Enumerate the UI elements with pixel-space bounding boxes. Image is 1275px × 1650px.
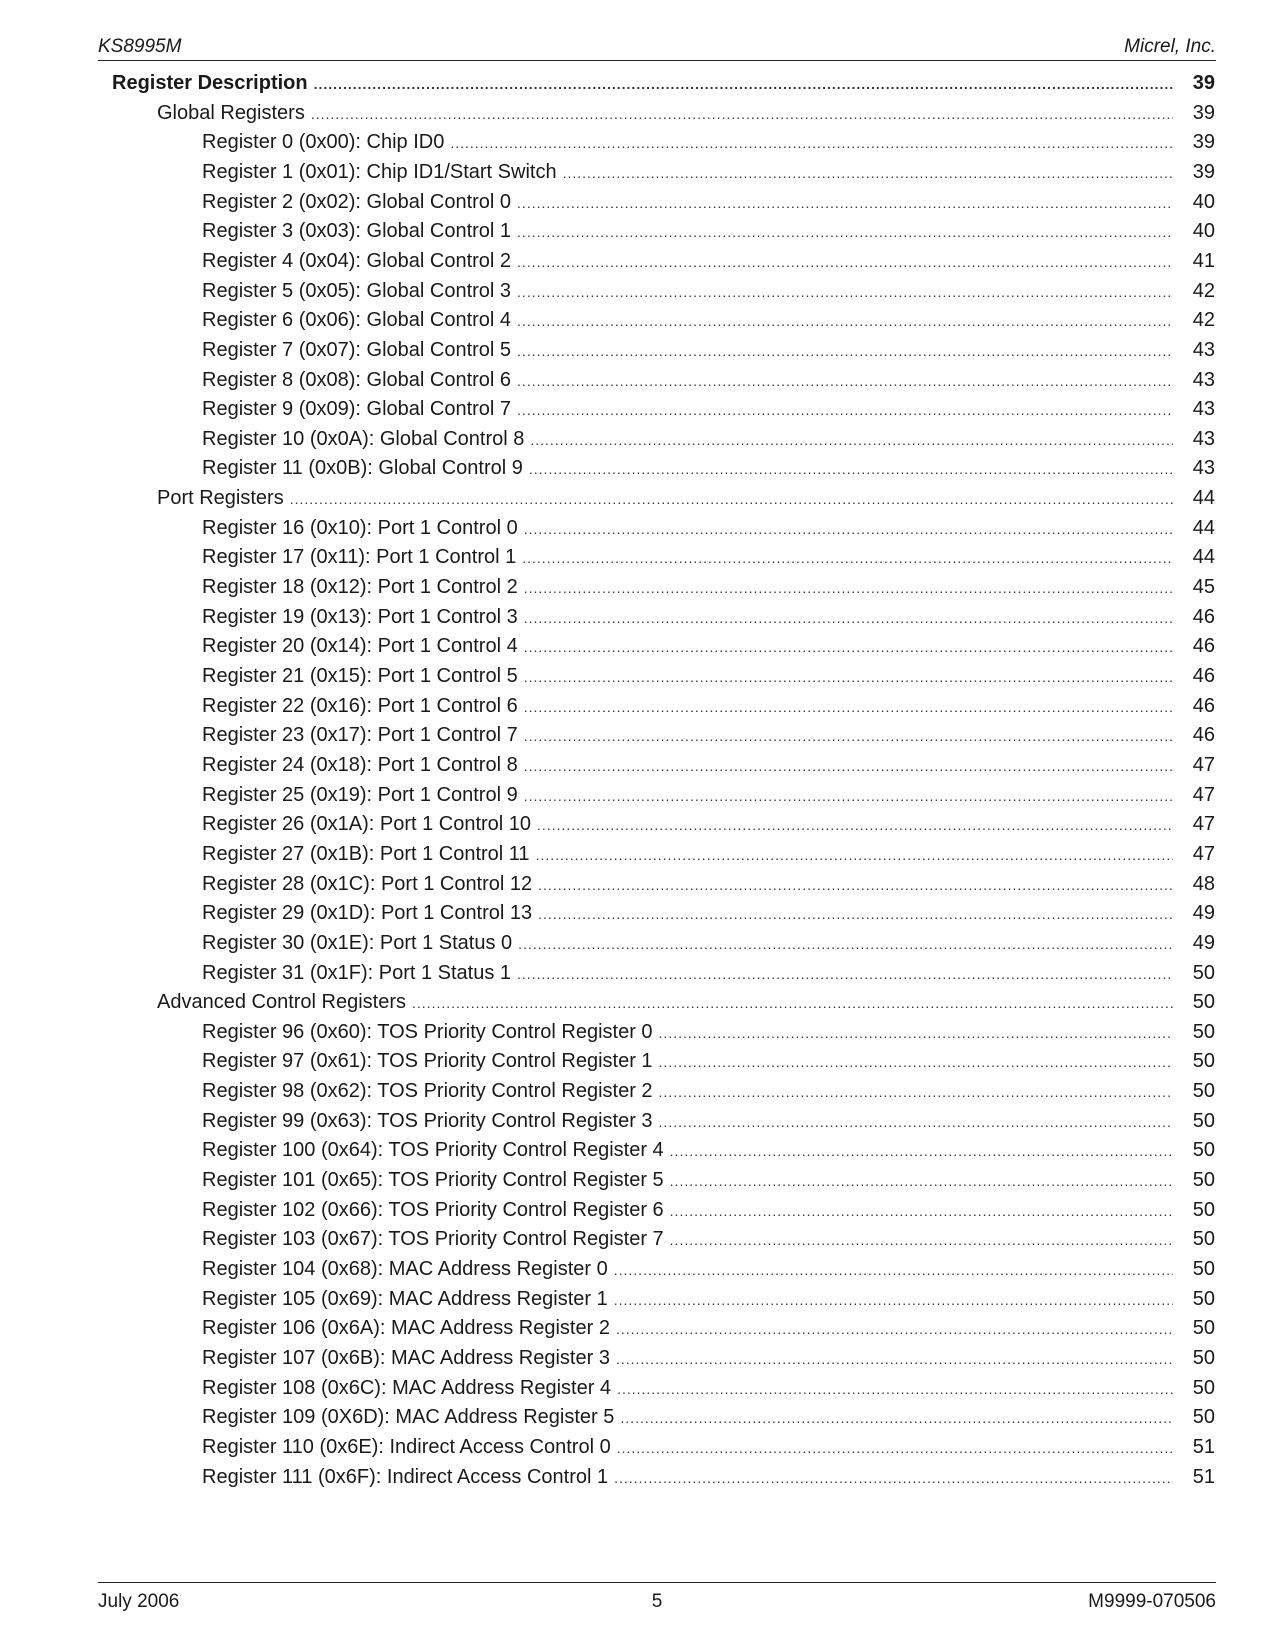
toc-entry-page: 39 [1192, 131, 1215, 154]
toc-entry-page: 47 [1192, 813, 1215, 836]
toc-entry-title: Register 107 (0x6B): MAC Address Register 3 [202, 1346, 610, 1369]
toc-entry[interactable] [157, 989, 1215, 1015]
toc-entry-title: Register 29 (0x1D): Port 1 Control 13 [202, 902, 533, 925]
toc-entry-title: Register 104 (0x68): MAC Address Register 0 [202, 1258, 608, 1280]
toc-entry[interactable] [202, 1464, 1215, 1490]
toc-entry-title: Register 110 (0x6E): Indirect Access Control 0 [202, 1435, 611, 1458]
toc-entry-page: 50 [1192, 1139, 1215, 1162]
toc-entry[interactable] [202, 248, 1215, 274]
dot-leader [617, 1376, 1173, 1402]
toc-entry[interactable] [202, 159, 1215, 185]
toc-entry[interactable] [202, 1137, 1215, 1163]
toc-entry-page: 42 [1192, 309, 1215, 332]
toc-entry-title: Register 6 (0x06): Global Control 4 [202, 309, 512, 332]
toc-entry[interactable] [202, 396, 1215, 422]
dot-leader [563, 160, 1173, 186]
dot-leader [290, 486, 1173, 512]
toc-entry-title: Register 103 (0x67): TOS Priority Control Register 7 [202, 1228, 664, 1251]
toc-entry[interactable] [202, 1345, 1215, 1371]
dot-leader [670, 1168, 1173, 1194]
toc-entry-title: Register 16 (0x10): Port 1 Control 0 [202, 516, 518, 539]
toc-entry[interactable] [202, 455, 1215, 481]
toc-entry-title: Register 100 (0x64): TOS Priority Control Register 4 [202, 1139, 664, 1162]
toc-entry[interactable] [202, 841, 1215, 867]
toc-entry-page: 50 [1192, 1169, 1215, 1192]
dot-leader [617, 1435, 1173, 1461]
toc-entry-page: 50 [1192, 1346, 1215, 1369]
dot-leader [670, 1198, 1173, 1224]
toc-entry-title: Register 109 (0X6D): MAC Address Register 5 [202, 1406, 615, 1429]
toc-entry-page: 50 [1192, 991, 1215, 1014]
dot-leader [517, 279, 1173, 305]
dot-leader [530, 427, 1173, 453]
dot-leader [314, 71, 1173, 97]
toc-entry-page: 45 [1192, 576, 1215, 599]
toc-entry[interactable] [202, 1019, 1215, 1045]
toc-entry-title: Register 10 (0x0A): Global Control 8 [202, 427, 525, 450]
toc-entry-title: Port Registers [157, 487, 284, 510]
toc-entry-page: 41 [1192, 249, 1215, 272]
toc-entry[interactable] [202, 1404, 1215, 1430]
dot-leader [524, 783, 1173, 809]
toc-entry-title: Advanced Control Registers [157, 991, 407, 1014]
toc-entry-page: 44 [1192, 487, 1215, 510]
toc-entry-title: Register 23 (0x17): Port 1 Control 7 [202, 724, 518, 747]
toc-entry-title: Register 111 (0x6F): Indirect Access Control 1 [202, 1465, 609, 1488]
toc-entry[interactable] [202, 663, 1215, 689]
toc-entry[interactable] [202, 337, 1215, 363]
toc-entry-title: Register 31 (0x1F): Port 1 Status 1 [202, 961, 512, 984]
dot-leader [518, 931, 1173, 957]
toc-entry[interactable] [202, 1108, 1215, 1134]
toc-entry[interactable] [202, 515, 1215, 541]
toc-entry-page: 43 [1192, 338, 1215, 361]
dot-leader [517, 190, 1173, 216]
dot-leader [659, 1109, 1173, 1135]
toc-entry-title: Register 102 (0x66): TOS Priority Control Register 6 [202, 1198, 664, 1221]
dot-leader [659, 1049, 1173, 1075]
toc-entry[interactable] [202, 1286, 1215, 1312]
dot-leader [517, 308, 1173, 334]
toc-entry-title: Register 7 (0x07): Global Control 5 [202, 338, 512, 361]
toc-entry-title: Register 11 (0x0B): Global Control 9 [202, 457, 523, 480]
toc-entry[interactable] [202, 426, 1215, 452]
dot-leader [450, 130, 1173, 156]
toc-entry-page: 50 [1192, 1258, 1215, 1280]
toc-entry-page: 49 [1192, 902, 1215, 925]
toc-entry-title: Register 24 (0x18): Port 1 Control 8 [202, 753, 518, 776]
toc-entry-page: 39 [1192, 72, 1215, 94]
dot-leader [529, 456, 1173, 482]
page-footer [98, 1582, 1216, 1613]
toc-entry[interactable] [202, 367, 1215, 393]
toc-entry-title: Register 106 (0x6A): MAC Address Register 2 [202, 1317, 610, 1340]
dot-leader [616, 1316, 1173, 1342]
toc-entry-title: Register 25 (0x19): Port 1 Control 9 [202, 783, 518, 806]
toc-entry-page: 50 [1192, 1317, 1215, 1340]
toc-entry[interactable] [202, 1048, 1215, 1074]
dot-leader [524, 664, 1173, 690]
toc-entry-page: 46 [1192, 635, 1215, 658]
dot-leader [537, 812, 1173, 838]
toc-entry-page: 50 [1192, 1228, 1215, 1251]
toc-entry-page: 43 [1192, 368, 1215, 391]
toc-entry[interactable] [202, 1226, 1215, 1252]
toc-entry-title: Register 9 (0x09): Global Control 7 [202, 398, 512, 421]
toc-entry-title: Register 105 (0x69): MAC Address Register 1 [202, 1287, 608, 1310]
dot-leader [517, 219, 1173, 245]
dot-leader [517, 368, 1173, 394]
dot-leader [524, 605, 1173, 631]
toc-entry-title: Register 96 (0x60): TOS Priority Control Register 0 [202, 1020, 653, 1043]
dot-leader [524, 723, 1173, 749]
toc-entry-page: 46 [1192, 694, 1215, 717]
toc-entry-title: Register 1 (0x01): Chip ID1/Start Switch [202, 160, 557, 183]
toc-entry-title: Global Registers [157, 101, 305, 124]
toc-entry-page: 50 [1192, 1050, 1215, 1073]
toc-entry-title: Register 97 (0x61): TOS Priority Control Register 1 [202, 1050, 653, 1073]
toc-entry-title: Register 108 (0x6C): MAC Address Register 4 [202, 1376, 612, 1399]
toc-entry[interactable] [202, 693, 1215, 719]
toc-entry[interactable] [202, 604, 1215, 630]
dot-leader [538, 872, 1173, 898]
toc-entry-page: 47 [1192, 753, 1215, 776]
toc-entry-page: 39 [1192, 101, 1215, 124]
dot-leader [522, 545, 1173, 571]
toc-entry[interactable] [202, 900, 1215, 926]
toc-entry-title: Register 30 (0x1E): Port 1 Status 0 [202, 931, 513, 954]
toc-entry[interactable] [202, 1256, 1215, 1282]
toc-entry[interactable] [202, 782, 1215, 808]
toc-entry[interactable] [202, 574, 1215, 600]
footer-date: July 2006 [98, 1591, 180, 1612]
toc-entry-title: Register 20 (0x14): Port 1 Control 4 [202, 635, 518, 658]
toc-entry[interactable] [202, 189, 1215, 215]
dot-leader [614, 1287, 1173, 1313]
toc-entry-page: 43 [1192, 457, 1215, 480]
toc-entry-title: Register 19 (0x13): Port 1 Control 3 [202, 605, 518, 628]
dot-leader [614, 1257, 1173, 1283]
toc-entry-title: Register 17 (0x11): Port 1 Control 1 [202, 546, 517, 569]
dot-leader [616, 1346, 1173, 1372]
dot-leader [517, 397, 1173, 423]
dot-leader [620, 1405, 1173, 1431]
toc-entry-page: 50 [1192, 1287, 1215, 1310]
footer-page-number: 5 [651, 1591, 663, 1612]
toc-entry-title: Register 101 (0x65): TOS Priority Control Register 5 [202, 1169, 664, 1192]
toc-entry-page: 51 [1192, 1465, 1215, 1488]
dot-leader [517, 961, 1173, 987]
toc-entry-page: 51 [1192, 1435, 1215, 1458]
toc-entry-page: 50 [1192, 1376, 1215, 1399]
toc-entry-page: 42 [1192, 279, 1215, 302]
toc-entry-page: 48 [1192, 872, 1215, 895]
toc-entry[interactable] [202, 1197, 1215, 1223]
dot-leader [311, 101, 1173, 127]
header-product: KS8995M [98, 36, 182, 57]
toc-entry-title: Register 18 (0x12): Port 1 Control 2 [202, 576, 518, 599]
toc-entry[interactable] [202, 1315, 1215, 1341]
toc-entry-title: Register 8 (0x08): Global Control 6 [202, 368, 512, 391]
toc-entry[interactable] [157, 100, 1215, 126]
dot-leader [517, 338, 1173, 364]
dot-leader [659, 1020, 1173, 1046]
toc-entry-title: Register 21 (0x15): Port 1 Control 5 [202, 665, 518, 687]
dot-leader [670, 1227, 1173, 1253]
toc-entry-title: Register 26 (0x1A): Port 1 Control 10 [202, 813, 532, 836]
toc-entry-page: 49 [1192, 931, 1215, 954]
toc-entry[interactable] [202, 1375, 1215, 1401]
toc-entry[interactable] [202, 633, 1215, 659]
toc-entry[interactable] [157, 485, 1215, 511]
toc-entry-page: 39 [1192, 160, 1215, 183]
toc-entry[interactable] [202, 1078, 1215, 1104]
toc-entry[interactable] [202, 811, 1215, 837]
toc-entry-page: 47 [1192, 842, 1215, 865]
toc-entry-page: 43 [1192, 427, 1215, 450]
toc-entry[interactable] [202, 1167, 1215, 1193]
toc-entry-title: Register 5 (0x05): Global Control 3 [202, 279, 512, 302]
dot-leader [524, 516, 1173, 542]
toc-entry-title: Register 4 (0x04): Global Control 2 [202, 249, 512, 272]
dot-leader [536, 842, 1173, 868]
toc-entry-title: Register 27 (0x1B): Port 1 Control 11 [202, 842, 530, 865]
toc-entry-page: 44 [1192, 516, 1215, 539]
toc-entry-title: Register 2 (0x02): Global Control 0 [202, 190, 512, 213]
dot-leader [517, 249, 1173, 275]
toc-entry-title: Register 98 (0x62): TOS Priority Control Register 2 [202, 1080, 653, 1103]
dot-leader [614, 1465, 1173, 1491]
dot-leader [524, 634, 1173, 660]
toc-entry-page: 50 [1192, 1406, 1215, 1429]
page-header [98, 34, 1216, 61]
toc-entry[interactable] [202, 960, 1215, 986]
toc-entry-page: 50 [1192, 1109, 1215, 1132]
toc-entry-title: Register 0 (0x00): Chip ID0 [202, 131, 445, 154]
toc-entry[interactable] [202, 722, 1215, 748]
toc-entry[interactable] [112, 70, 1215, 96]
toc-entry-page: 46 [1192, 665, 1215, 687]
toc-entry-page: 44 [1192, 546, 1215, 569]
dot-leader [659, 1079, 1173, 1105]
footer-doc-number: M9999-070506 [1088, 1591, 1216, 1612]
toc-entry-page: 50 [1192, 1198, 1215, 1221]
toc-entry[interactable] [202, 1434, 1215, 1460]
header-company: Micrel, Inc. [1124, 36, 1216, 57]
toc-entry[interactable] [202, 752, 1215, 778]
toc-entry-page: 43 [1192, 398, 1215, 421]
toc-entry-page: 50 [1192, 961, 1215, 984]
toc-entry-page: 46 [1192, 724, 1215, 747]
toc-entry-page: 40 [1192, 220, 1215, 243]
toc-entry[interactable] [202, 307, 1215, 333]
dot-leader [670, 1138, 1173, 1164]
toc-entry[interactable] [202, 871, 1215, 897]
toc-entry-page: 46 [1192, 605, 1215, 628]
toc-entry[interactable] [202, 129, 1215, 155]
dot-leader [524, 694, 1173, 720]
dot-leader [524, 575, 1173, 601]
toc-entry-title: Register Description [112, 72, 308, 94]
toc-entry-title: Register 28 (0x1C): Port 1 Control 12 [202, 872, 533, 895]
dot-leader [538, 901, 1173, 927]
toc-entry[interactable] [202, 544, 1215, 570]
toc-entry-page: 50 [1192, 1020, 1215, 1043]
toc-entry-title: Register 3 (0x03): Global Control 1 [202, 220, 512, 243]
dot-leader [524, 753, 1173, 779]
toc-entry[interactable] [202, 278, 1215, 304]
toc-entry-title: Register 99 (0x63): TOS Priority Control Register 3 [202, 1109, 653, 1132]
toc-entry-page: 40 [1192, 190, 1215, 213]
toc-entry-title: Register 22 (0x16): Port 1 Control 6 [202, 694, 518, 717]
toc-entry[interactable] [202, 218, 1215, 244]
toc-entry-page: 50 [1192, 1080, 1215, 1103]
toc-entry-page: 47 [1192, 783, 1215, 806]
dot-leader [412, 990, 1173, 1016]
toc-entry[interactable] [202, 930, 1215, 956]
